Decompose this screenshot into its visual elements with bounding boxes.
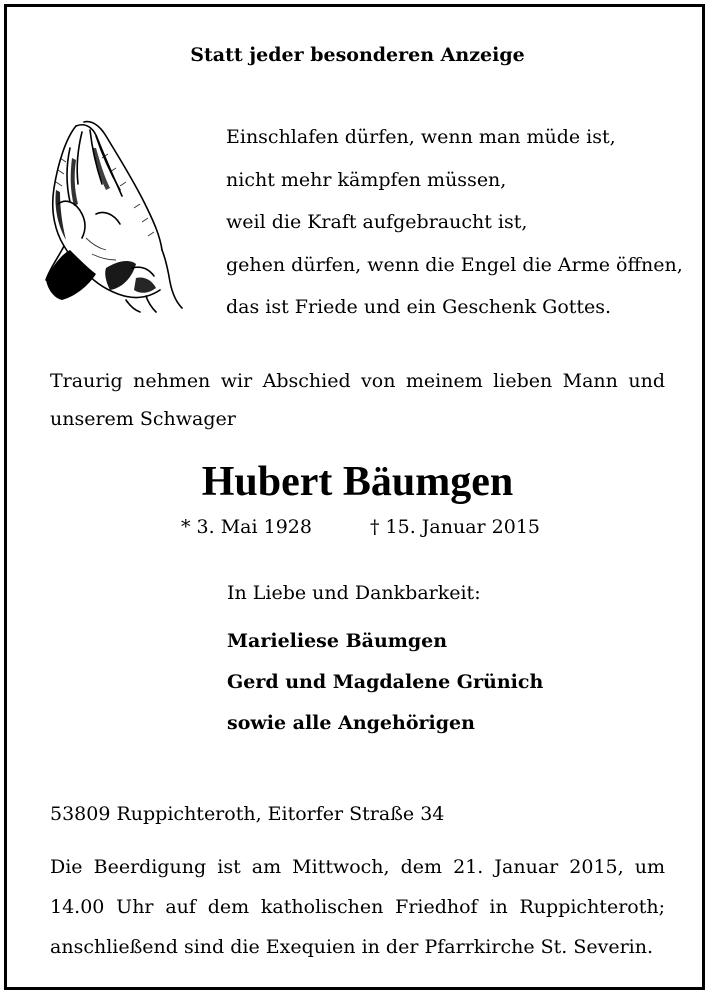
mourner-name: Marieliese Bäumgen [227,630,448,652]
funeral-details [50,847,665,967]
poem-line: gehen dürfen, wenn die Engel die Arme öffnen, [226,253,683,276]
praying-hands-icon [36,118,186,313]
poem-line: nicht mehr kämpfen müssen, [226,168,507,191]
mourner-name: Gerd und Magdalene Grünich [227,671,544,693]
notice-header: Statt jeder besonderen Anzeige [190,44,525,66]
funeral-line: Die Beerdigung ist am Mittwoch, dem 21. Januar 2015, um [50,856,665,878]
poem [226,122,683,335]
thanks-line: In Liebe und Dankbarkeit: [227,582,481,604]
poem-line: Einschlafen dürfen, wenn man müde ist, [226,126,616,148]
intro-line: Traurig nehmen wir Abschied von meinem lieben Mann und [50,370,665,392]
intro-text [50,362,665,438]
death-date: † 15. Januar 2015 [370,516,541,538]
address: 53809 Ruppichteroth, Eitorfer Straße 34 [50,803,445,825]
mourner-name: sowie alle Angehörigen [227,712,475,734]
poem-line: weil die Kraft aufgebraucht ist, [226,211,528,233]
deceased-name: Hubert Bäumgen [201,459,514,505]
funeral-line: 14.00 Uhr auf dem katholischen Friedhof in Ruppichteroth; [50,896,665,918]
mourners-list [227,624,543,747]
funeral-line: anschließend sind die Exequien in der Pfarrkirche St. Severin. [50,936,654,958]
birth-date: * 3. Mai 1928 [181,516,312,538]
poem-line: das ist Friede und ein Geschenk Gottes. [226,296,612,318]
intro-line: unserem Schwager [50,408,236,430]
